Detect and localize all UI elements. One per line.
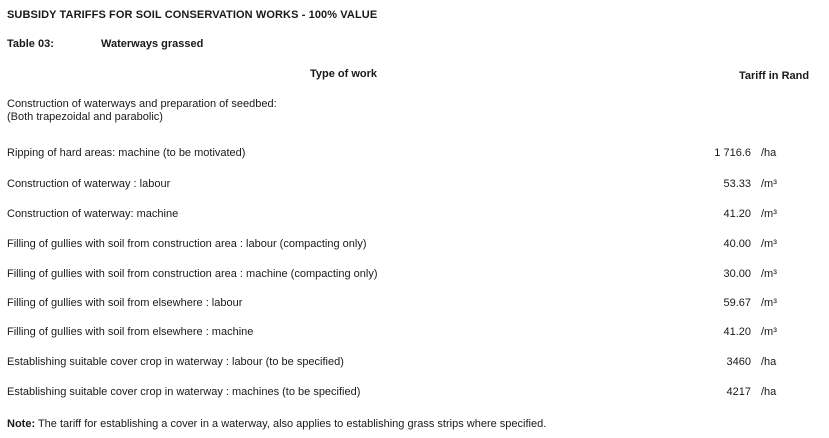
table-row xyxy=(0,147,829,163)
table-row xyxy=(0,238,829,254)
row-tariff-unit: /m³ xyxy=(761,297,777,309)
footnote xyxy=(7,418,546,430)
row-tariff-value: 53.33 xyxy=(723,178,751,190)
row-description: Filling of gullies with soil from elsewhere : labour xyxy=(7,297,243,309)
table-row xyxy=(0,208,829,224)
row-tariff-value: 3460 xyxy=(726,356,751,368)
row-tariff-unit: /ha xyxy=(761,356,777,368)
table-row xyxy=(0,326,829,342)
row-tariff-unit: /ha xyxy=(761,386,777,398)
table-row xyxy=(0,297,829,313)
column-header-type-of-work: Type of work xyxy=(310,68,378,80)
table-row xyxy=(0,178,829,194)
row-tariff-value: 41.20 xyxy=(723,208,751,220)
table-row xyxy=(0,356,829,372)
row-description: Establishing suitable cover crop in waterway : labour (to be specified) xyxy=(7,356,344,368)
row-description: Construction of waterway : labour xyxy=(7,178,171,190)
row-description: Establishing suitable cover crop in waterway : machines (to be specified) xyxy=(7,386,361,398)
table-row xyxy=(0,268,829,284)
row-description: Filling of gullies with soil from construction area : machine (compacting only) xyxy=(7,268,378,280)
intro-line-2: (Both trapezoidal and parabolic) xyxy=(7,111,163,123)
row-description: Filling of gullies with soil from construction area : labour (compacting only) xyxy=(7,238,367,250)
row-tariff-unit: /m³ xyxy=(761,268,777,280)
row-tariff-unit: /ha xyxy=(761,147,777,159)
row-tariff-value: 59.67 xyxy=(723,297,751,309)
row-tariff-unit: /m³ xyxy=(761,326,777,338)
document-title: SUBSIDY TARIFFS FOR SOIL CONSERVATION WORKS - 100% VALUE xyxy=(7,9,378,21)
row-tariff-value: 30.00 xyxy=(723,268,751,280)
row-tariff-value: 41.20 xyxy=(723,326,751,338)
row-tariff-value: 1 716.6 xyxy=(714,147,751,159)
row-description: Ripping of hard areas: machine (to be motivated) xyxy=(7,147,246,159)
note-label: Note: xyxy=(7,418,36,430)
table-row xyxy=(0,386,829,402)
row-tariff-unit: /m³ xyxy=(761,178,777,190)
section-intro xyxy=(7,98,277,124)
intro-line-1: Construction of waterways and preparation of seedbed: xyxy=(7,98,277,110)
table-number: Table 03: xyxy=(7,38,54,50)
column-header-tariff: Tariff in Rand xyxy=(739,70,810,82)
row-tariff-value: 40.00 xyxy=(723,238,751,250)
row-description: Filling of gullies with soil from elsewhere : machine xyxy=(7,326,254,338)
note-text: The tariff for establishing a cover in a waterway, also applies to establishing grass strips where specified. xyxy=(35,418,547,430)
row-tariff-unit: /m³ xyxy=(761,208,777,220)
row-tariff-unit: /m³ xyxy=(761,238,777,250)
row-tariff-value: 4217 xyxy=(726,386,751,398)
row-description: Construction of waterway: machine xyxy=(7,208,179,220)
table-name: Waterways grassed xyxy=(101,38,204,50)
